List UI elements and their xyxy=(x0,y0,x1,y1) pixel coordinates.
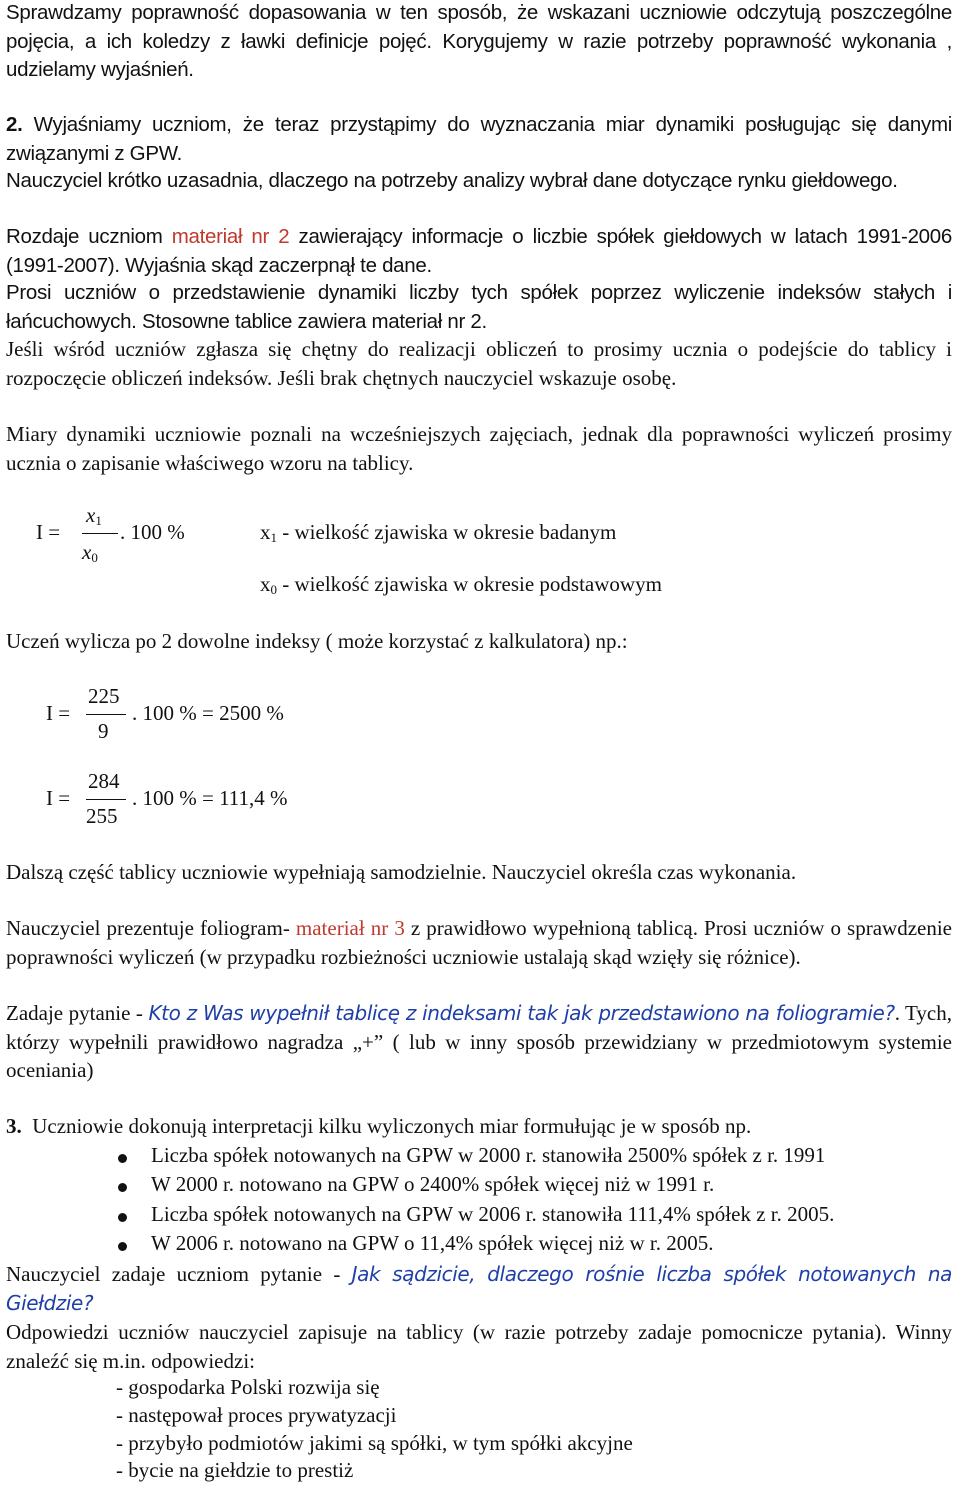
question-text-a: Zadaje pytanie - xyxy=(6,1001,149,1025)
example-2-lhs: I = xyxy=(46,786,71,810)
foliogram-text-b: z prawidłowo wypełnioną tablicą. Prosi uczniów o sprawdzenie poprawności wyliczeń (w przypadku rozbieżności uczniowie ustalają skąd wzięły się różnice). xyxy=(6,916,953,969)
handout-text-b: zawierający informacje o liczbie spółek giełdowych w latach 1991-2006 (1991-2007). Wyjaśnia skąd zaczerpnął te dane. xyxy=(6,225,952,277)
formula-fraction-line xyxy=(82,533,118,534)
answer-item: - gospodarka Polski rozwija się xyxy=(116,1375,380,1399)
answer-item: - bycie na giełdzie to prestiż xyxy=(116,1458,354,1482)
example-2-result: . 100 % = 111,4 % xyxy=(132,786,288,810)
formula-request-paragraph: Miary dynamiki uczniowie poznali na wcześniejszych zajęciach, jednak dla poprawności wyliczeń prosimy ucznia o zapisanie właściwego wzoru na tablicy. xyxy=(6,422,952,475)
question-paragraph xyxy=(6,999,952,1085)
justification-paragraph: Nauczyciel krótko uzasadnia, dlaczego na potrzeby analizy wybrał dane dotyczące rynku giełdowego. xyxy=(6,169,898,192)
formula-def-x1: $x_1$ - wielkość zjawiska w okresie badanym xyxy=(260,520,617,545)
student-calculation-paragraph: Uczeń wylicza po 2 dowolne indeksy ( może korzystać z kalkulatora) np.: xyxy=(6,629,628,653)
foliogram-paragraph xyxy=(6,914,952,971)
bullet-icon xyxy=(118,1242,127,1251)
material-3-link: materiał nr 3 xyxy=(295,916,405,940)
example-1-fraction-line xyxy=(86,714,126,715)
example-2-numerator: 284 xyxy=(88,769,120,793)
example-1-denominator: 9 xyxy=(98,719,109,743)
formula-denominator: $x_0$ xyxy=(82,540,98,565)
handout-text-a: Rozdaje uczniom xyxy=(6,225,163,248)
example-1-numerator: 225 xyxy=(88,684,120,708)
section-3-intro xyxy=(6,1112,952,1141)
answer-item: - przybyło podmiotów jakimi są spółki, w tym spółki akcyjne xyxy=(116,1431,633,1455)
teacher-question-paragraph xyxy=(6,1260,952,1317)
bullet-icon xyxy=(118,1213,127,1222)
independent-work-paragraph: Dalszą część tablicy uczniowie wypełniają samodzielnie. Nauczyciel określa czas wykonania. xyxy=(6,860,797,884)
example-1-result: . 100 % = 2500 % xyxy=(132,701,284,725)
section-2-intro xyxy=(6,111,952,168)
foliogram-text-a: Nauczyciel prezentuje foliogram- xyxy=(6,916,290,940)
volunteer-paragraph: Jeśli wśród uczniów zgłasza się chętny do realizacji obliczeń to prosimy ucznia o podejście do tablicy i rozpoczęcie obliczeń indeksów. Jeśli brak chętnych nauczyciel wskazuje osobę. xyxy=(6,337,952,390)
teacher-question: Jak sądzicie, dlaczego rośnie liczba spółek notowanych na Giełdzie? xyxy=(6,1262,953,1315)
section-2-intro-text: Wyjaśniamy uczniom, że teraz przystąpimy do wyznaczania miar dynamiki posługując się danymi związanymi z GPW. xyxy=(6,113,952,165)
handout-paragraph xyxy=(6,223,952,280)
section-2-number: 2. xyxy=(6,113,23,136)
foliogram-question: Kto z Was wypełnił tablicę z indeksami tak jak przedstawiono na foliogramie? xyxy=(148,1001,895,1025)
formula-def-x0: $x_0$ - wielkość zjawiska w okresie podstawowym xyxy=(260,572,662,597)
example-1-lhs: I = xyxy=(46,701,71,725)
question-text-b: . Tych, którzy wypełnili prawidłowo nagradza „+” ( lub w inny sposób przewidziany w przedmiotowym systemie oceniania) xyxy=(6,1001,952,1082)
answers-intro-paragraph: Odpowiedzi uczniów nauczyciel zapisuje na tablicy (w razie potrzeby zadaje pomocnicze pytania). Winny znaleźć się m.in. odpowiedzi: xyxy=(6,1320,952,1373)
section-3-intro-text: Uczniowie dokonują interpretacji kilku wyliczonych miar formułując je w sposób np. xyxy=(32,1114,752,1138)
teacher-question-text: Nauczyciel zadaje uczniom pytanie - xyxy=(6,1262,352,1286)
answer-item: - następował proces prywatyzacji xyxy=(116,1403,397,1427)
bullet-icon xyxy=(118,1183,127,1192)
example-2-denominator: 255 xyxy=(86,804,118,828)
material-2-link: materiał nr 2 xyxy=(171,225,290,248)
bullet-icon xyxy=(118,1154,127,1163)
section-3-number: 3. xyxy=(6,1114,22,1138)
example-2-fraction-line xyxy=(86,799,126,800)
intro-paragraph: Sprawdzamy poprawność dopasowania w ten sposób, że wskazani uczniowie odczytują poszczególne pojęcia, a ich koledzy z ławki definicje pojęć. Korygujemy w razie potrzeby poprawność wykonania , udzielamy wyjaśnień. xyxy=(6,1,952,81)
formula-lhs: I = xyxy=(36,520,61,544)
formula-times: . 100 % xyxy=(120,520,185,544)
formula-numerator: $x_1$ xyxy=(86,503,102,528)
request-paragraph: Prosi uczniów o przedstawienie dynamiki liczby tych spółek poprzez wyliczenie indeksów stałych i łańcuchowych. Stosowne tablice zawiera materiał nr 2. xyxy=(6,281,952,333)
